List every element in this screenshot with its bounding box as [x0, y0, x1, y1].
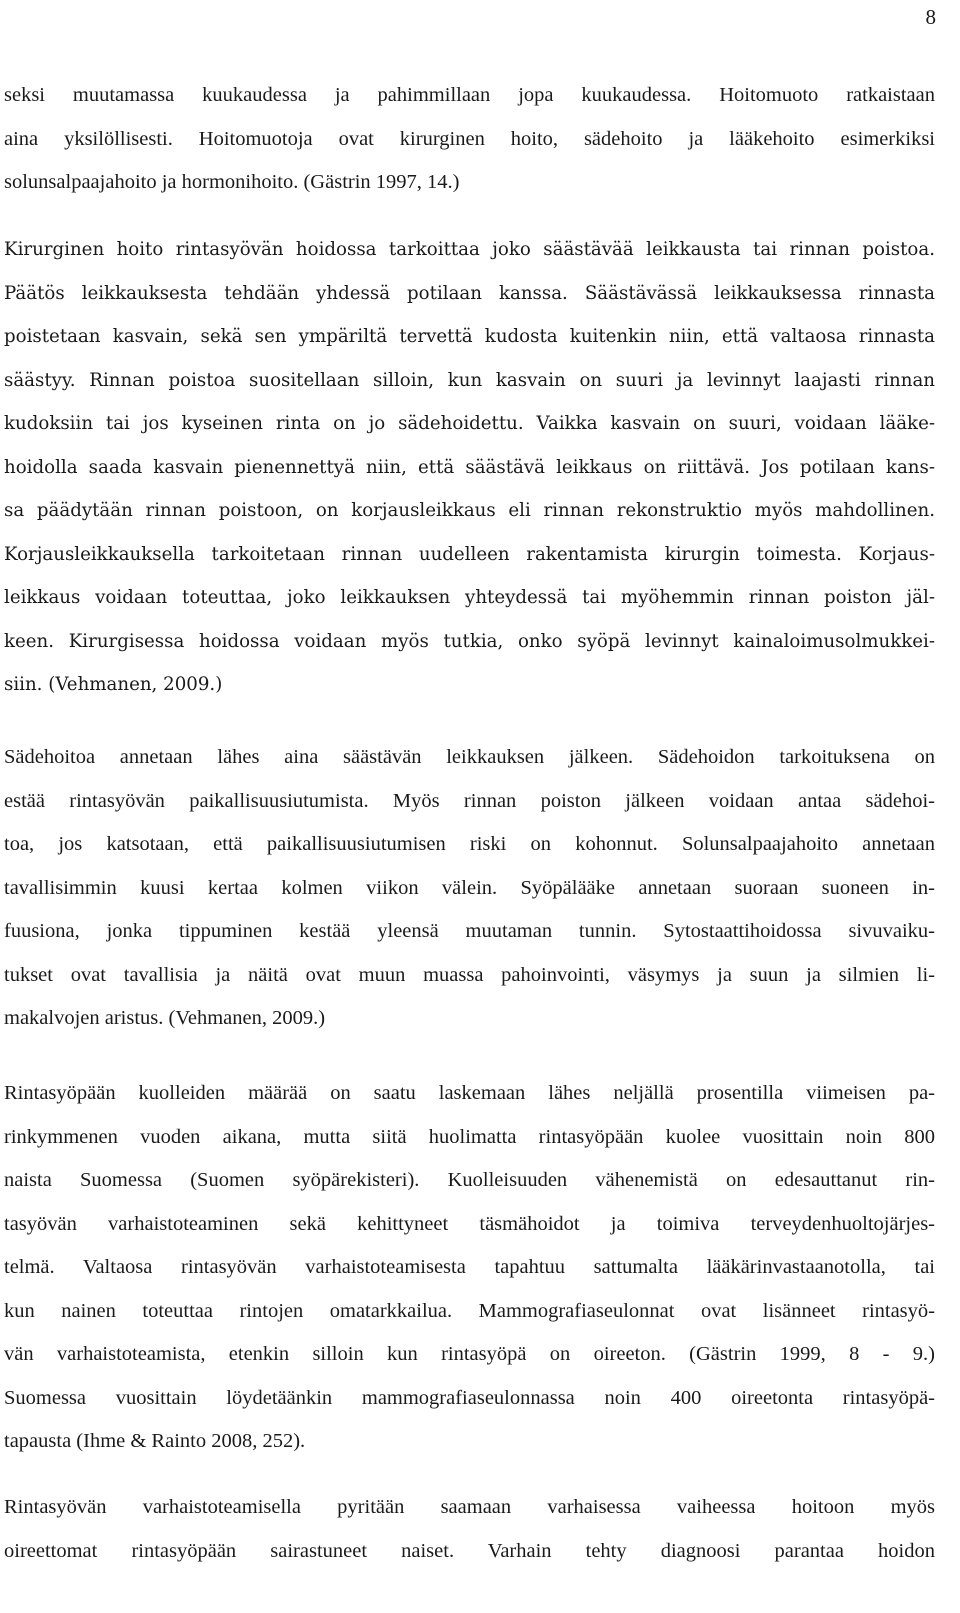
text-line: Kirurginen hoito rintasyövän hoidossa tarkoittaa joko säästävää leikkausta tai rinnan poistoa. — [4, 239, 935, 260]
text-line: toa, jos katsotaan, että paikallisuusiutumisen riski on kohonnut. Solunsalpaajahoito annetaan — [4, 833, 935, 855]
text-line: Rintasyöpään kuolleiden määrää on saatu laskemaan lähes neljällä prosentilla viimeisen pa- — [4, 1082, 935, 1104]
paragraph-radiation-chemotherapy — [4, 736, 935, 1041]
text-line: tapausta (Ihme & Rainto 2008, 252). — [4, 1430, 306, 1452]
text-line: kudoksiin tai jos kyseinen rinta on jo sädehoidettu. Vaikka kasvain on suuri, voidaan lääke- — [4, 413, 935, 434]
text-line: säästyy. Rinnan poistoa suositellaan silloin, kun kasvain on suuri ja levinnyt laajasti rinnan — [4, 369, 935, 391]
text-line: seksi muutamassa kuukaudessa ja pahimmillaan jopa kuukaudessa. Hoitomuoto ratkaistaan — [4, 84, 935, 106]
text-line: telmä. Valtaosa rintasyövän varhaistoteamisesta tapahtuu sattumalta lääkärinvastaanotolla, tai — [4, 1256, 935, 1278]
text-line: solunsalpaajahoito ja hormonihoito. (Gästrin 1997, 14.) — [4, 171, 460, 193]
text-line: kun nainen toteuttaa rintojen omatarkkailua. Mammografiaseulonnat ovat lisänneet rintasyö- — [4, 1299, 935, 1322]
text-line: vän varhaistoteamista, etenkin silloin kun rintasyöpä on oireeton. (Gästrin 1999, 8 - 9.) — [4, 1343, 935, 1365]
text-line: tukset ovat tavallisia ja näitä ovat muun muassa pahoinvointi, väsymys ja suun ja silmien li- — [4, 963, 935, 986]
text-line: Päätös leikkauksesta tehdään yhdessä potilaan kanssa. Säästävässä leikkauksessa rinnasta — [4, 282, 935, 304]
paragraph-mortality-screening — [4, 1072, 935, 1464]
paragraph-surgical-treatment — [4, 228, 935, 707]
text-line: makalvojen aristus. (Vehmanen, 2009.) — [4, 1007, 326, 1029]
paragraph-early-detection — [4, 1486, 935, 1573]
text-line: poistetaan kasvain, sekä sen ympäriltä tervettä kudosta kuitenkin niin, että valtaosa rinnasta — [4, 326, 935, 347]
text-line: Korjausleikkauksella tarkoitetaan rinnan uudelleen rakentamista kirurgin toimesta. Korjaus- — [4, 543, 935, 565]
text-line: leikkaus voidaan toteuttaa, joko leikkauksen yhteydessä tai myöhemmin rinnan poiston jäl- — [4, 587, 935, 608]
text-line: Suomessa vuosittain löydetäänkin mammografiaseulonnassa noin 400 oireetonta rintasyöpä- — [4, 1386, 935, 1409]
text-line: aina yksilöllisesti. Hoitomuotoja ovat kirurginen hoito, sädehoito ja lääkehoito esimerkiksi — [4, 127, 935, 150]
page-number: 8 — [925, 5, 936, 29]
paragraph-treatment-overview — [4, 74, 935, 205]
text-line: estää rintasyövän paikallisuusiutumista. Myös rinnan poiston jälkeen voidaan antaa sädehoi- — [4, 789, 935, 812]
text-line: siin. (Vehmanen, 2009.) — [4, 674, 223, 695]
text-line: rinkymmenen vuoden aikana, mutta siitä huolimatta rintasyöpään kuolee vuosittain noin 800 — [4, 1125, 935, 1148]
text-line: naista Suomessa (Suomen syöpärekisteri). Kuolleisuuden vähenemistä on edesauttanut rin- — [4, 1169, 935, 1191]
text-line: Sädehoitoa annetaan lähes aina säästävän leikkauksen jälkeen. Sädehoidon tarkoituksena on — [4, 746, 935, 768]
text-line: hoidolla saada kasvain pienennettyä niin, että säästävä leikkaus on riittävä. Jos potilaan kans- — [4, 456, 935, 478]
text-line: sa päädytään rinnan poistoon, on korjausleikkaus eli rinnan rekonstruktio myös mahdollinen. — [4, 500, 935, 521]
text-line: Rintasyövän varhaistoteamisella pyritään saamaan varhaisessa vaiheessa hoitoon myös — [4, 1496, 935, 1518]
text-line: keen. Kirurgisessa hoidossa voidaan myös tutkia, onko syöpä levinnyt kainaloimusolmukkei- — [4, 630, 935, 652]
text-line: fuusiona, jonka tippuminen kestää yleensä muutaman tunnin. Sytostaattihoidossa sivuvaiku- — [4, 920, 935, 942]
text-line: oireettomat rintasyöpään sairastuneet naiset. Varhain tehty diagnoosi parantaa hoidon — [4, 1539, 935, 1562]
text-line: tasyövän varhaistoteaminen sekä kehittyneet täsmähoidot ja toimiva terveydenhuoltojärjes- — [4, 1212, 935, 1235]
text-line: tavallisimmin kuusi kertaa kolmen viikon välein. Syöpälääke annetaan suoraan suoneen in- — [4, 876, 935, 899]
